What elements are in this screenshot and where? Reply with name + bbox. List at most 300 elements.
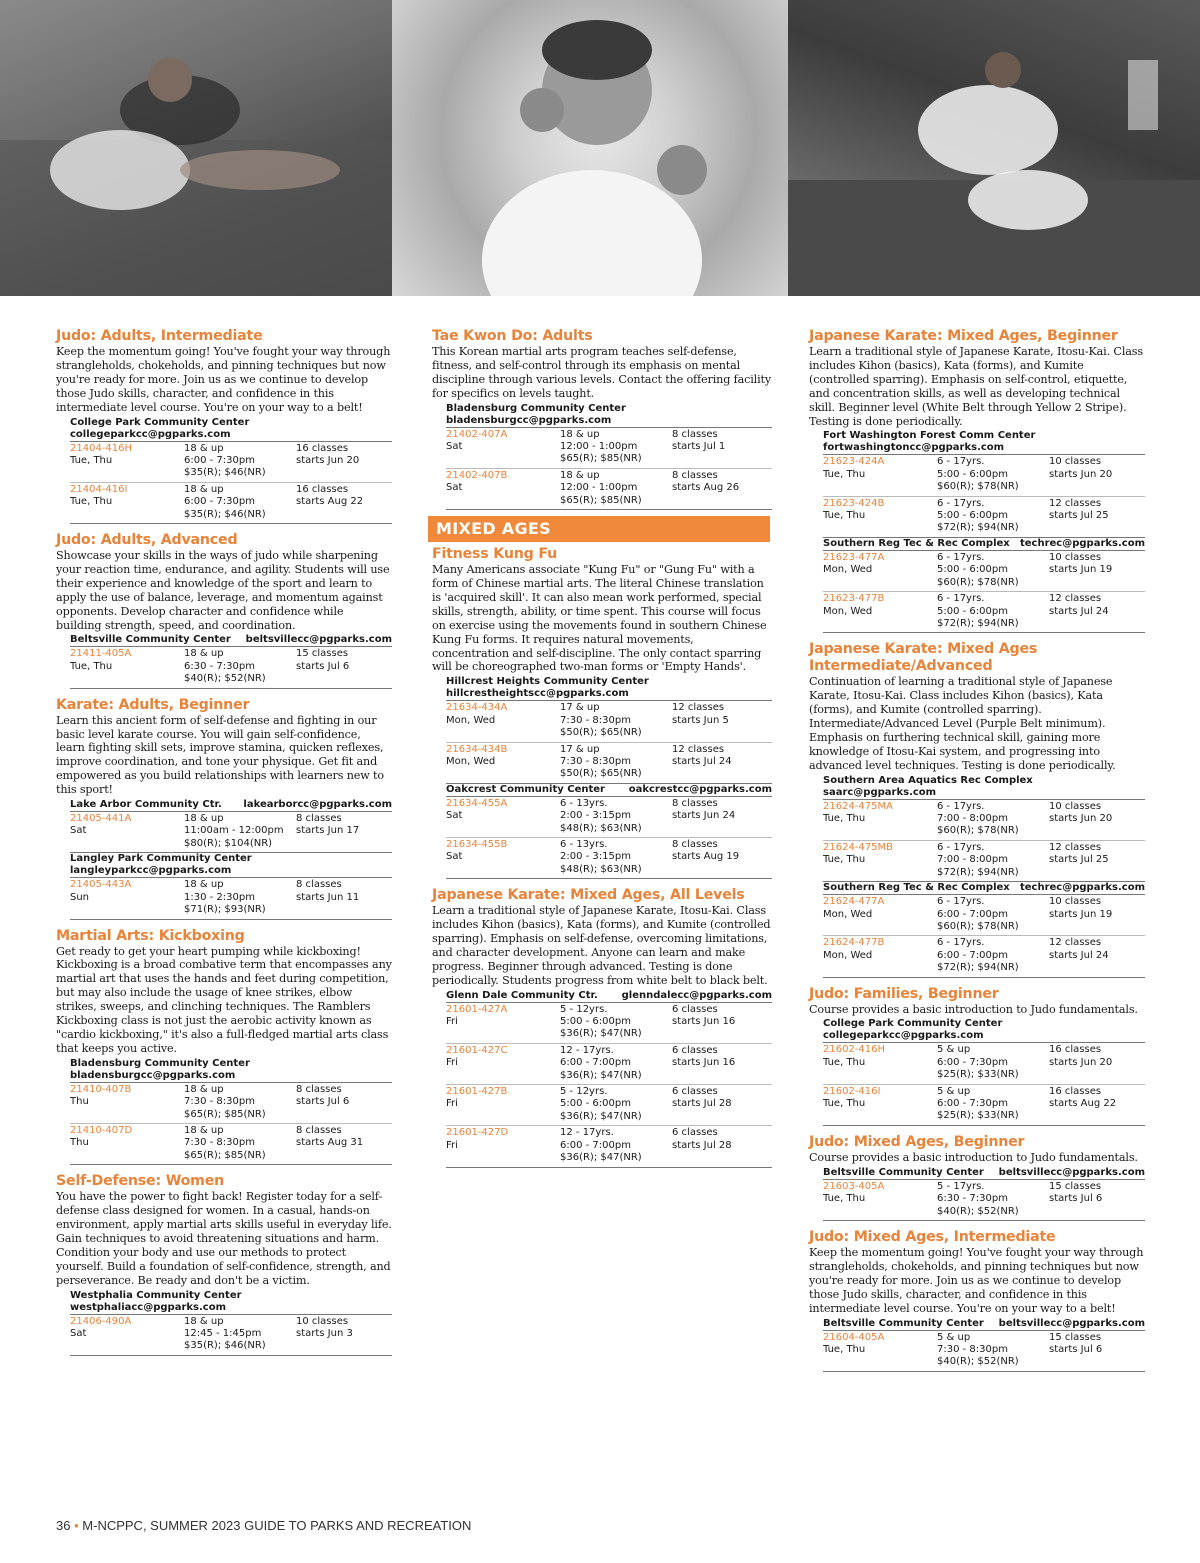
start-date: starts Jun 17 (296, 825, 360, 837)
class-days: Tue, Thu (70, 454, 113, 466)
class-time: 6:00 - 7:30pm (184, 454, 255, 466)
location-header (823, 775, 1145, 799)
location-header (70, 417, 392, 441)
row-code-days (446, 1127, 560, 1164)
age-range: 18 & up (184, 648, 224, 660)
class-days: Thu (70, 1137, 89, 1149)
class-time: 11:00am - 12:00pm (184, 825, 284, 837)
course-code[interactable]: 21624-477B (823, 937, 885, 949)
age-range: 6 - 17yrs. (937, 456, 985, 468)
class-fee: $50(R); $65(NR) (560, 727, 642, 739)
location-header (446, 676, 772, 700)
location-name: College Park Community Center (823, 1018, 1003, 1030)
row-age-time-fee (937, 1044, 1049, 1081)
course-code[interactable]: 21411-405A (70, 648, 132, 660)
age-range: 5 - 12yrs. (560, 1003, 608, 1015)
row-code-days (70, 1125, 184, 1162)
location-email[interactable]: saarc@pgparks.com (823, 786, 937, 798)
course-code[interactable]: 21634-455A (446, 797, 508, 809)
row-classes-start (1049, 593, 1145, 630)
class-days: Tue, Thu (823, 1343, 866, 1355)
table-row (823, 1043, 1145, 1084)
course-code[interactable]: 21623-477B (823, 593, 885, 605)
class-time: 12:45 - 1:45pm (184, 1327, 262, 1339)
course-code[interactable]: 21634-434B (446, 743, 508, 755)
class-description: Learn a traditional style of Japanese Karate, Itosu-Kai. Class includes Kihon (basics), Kata (forms), and Kumite (controlled sparring). Emphasis on self-defense, overcoming limitations, and character development. Anyone can learn and make progress. Beginner through advanced. Testing is done periodically. Students progress from white belt to black belt. (432, 904, 771, 987)
class-count: 16 classes (1049, 1085, 1102, 1097)
course-code[interactable]: 21406-490A (70, 1315, 132, 1327)
table-row (823, 841, 1145, 882)
start-date: starts Jun 20 (296, 454, 360, 466)
class-table (70, 811, 392, 853)
age-range: 6 - 17yrs. (937, 800, 985, 812)
class-days: Tue, Thu (823, 813, 866, 825)
class-fee: $25(R); $33(NR) (937, 1069, 1019, 1081)
location-email[interactable]: techrec@pgparks.com (1019, 537, 1145, 549)
class-description: Learn this ancient form of self-defense and fighting in our basic level karate course. You will gain self-confidence, learn fighting skill sets, improve stamina, quicken reflexes, improve coordination, and tone your physique. Get fit and empowered as you build relationships with learners new to this sport! (56, 713, 384, 797)
location-email[interactable]: collegeparkcc@pgparks.com (823, 1030, 984, 1042)
location-email[interactable]: lakearborcc@pgparks.com (243, 799, 392, 811)
age-range: 6 - 13yrs. (560, 838, 608, 850)
table-row (823, 895, 1145, 936)
row-classes-start (672, 1004, 772, 1041)
class-fee: $36(R); $47(NR) (560, 1069, 642, 1081)
start-date: starts Jul 1 (672, 441, 726, 453)
class-description: Course provides a basic introduction to Judo fundamentals. (809, 1002, 1138, 1016)
course-code[interactable]: 21601-427D (446, 1127, 509, 1139)
row-code-days (823, 801, 937, 838)
column-right (809, 328, 1145, 1372)
table-row (70, 1083, 392, 1124)
row-code-days (70, 443, 184, 480)
row-classes-start (296, 813, 392, 850)
course-code[interactable]: 21404-416I (70, 483, 128, 495)
row-classes-start (296, 1084, 392, 1121)
row-classes-start (672, 702, 772, 739)
class-description: Course provides a basic introduction to Judo fundamentals. (809, 1150, 1138, 1164)
row-classes-start (672, 1045, 772, 1082)
age-range: 18 & up (560, 469, 600, 481)
row-classes-start (296, 648, 392, 685)
course-code[interactable]: 21404-416H (70, 442, 133, 454)
row-age-time-fee (184, 813, 296, 850)
class-days: Mon, Wed (823, 605, 873, 617)
class-count: 6 classes (672, 1127, 718, 1139)
location-header (446, 403, 772, 427)
class-fee: $72(R); $94(NR) (937, 866, 1019, 878)
start-date: starts Jul 24 (672, 755, 732, 767)
row-age-time-fee (560, 798, 672, 835)
course-code[interactable]: 21601-427A (446, 1003, 508, 1015)
class-fee: $60(R); $78(NR) (937, 576, 1019, 588)
table-row (70, 1124, 392, 1165)
class-time: 12:00 - 1:00pm (560, 441, 638, 453)
course-code[interactable]: 21623-424A (823, 456, 885, 468)
row-age-time-fee (560, 429, 672, 466)
start-date: starts Jun 11 (296, 891, 360, 903)
location-name: Glenn Dale Community Ctr. (446, 989, 598, 1001)
class-count: 8 classes (672, 469, 718, 481)
class-description: Learn a traditional style of Japanese Karate, Itosu-Kai. Class includes Kihon (basics), Kata (forms), and Kumite (controlled sparring). Emphasis on self-control, etiquette, and concentration skills, as well as developing technical skill. Beginner level (White Belt through Yellow 2 Stripe). Testing is done periodically. (809, 345, 1143, 428)
row-age-time-fee (560, 1127, 672, 1164)
age-range: 6 - 17yrs. (937, 551, 985, 563)
age-range: 18 & up (184, 813, 224, 825)
location-header (70, 799, 392, 811)
row-age-time-fee (560, 1004, 672, 1041)
row-classes-start (672, 1127, 772, 1164)
class-table (823, 894, 1145, 977)
class-description: This Korean martial arts program teaches self-defense, fitness, and self-control through its emphasis on mental discipline through various levels. Contact the offering facility for specifics on levels taught. (432, 345, 772, 400)
course-code[interactable]: 21624-475MA (823, 800, 893, 812)
class-table (70, 877, 392, 919)
class-fee: $72(R); $94(NR) (937, 522, 1019, 534)
row-age-time-fee (560, 744, 672, 781)
row-classes-start (296, 1125, 392, 1162)
table-row (823, 1180, 1145, 1221)
location-name: Hillcrest Heights Community Center (446, 676, 649, 688)
course-code[interactable]: 21402-407A (446, 428, 508, 440)
table-row (446, 1044, 772, 1085)
table-row (823, 1085, 1145, 1126)
age-range: 5 & up (937, 1331, 971, 1343)
class-count: 10 classes (1049, 551, 1102, 563)
class-days: Mon, Wed (446, 714, 496, 726)
class-fee: $60(R); $78(NR) (937, 825, 1019, 837)
start-date: starts Jul 25 (1049, 510, 1109, 522)
row-age-time-fee (937, 552, 1049, 589)
age-range: 17 & up (560, 743, 600, 755)
start-date: starts Jun 24 (672, 810, 736, 822)
age-range: 18 & up (184, 483, 224, 495)
class-time: 6:00 - 7:00pm (937, 908, 1008, 920)
row-code-days (70, 1316, 184, 1353)
row-age-time-fee (937, 1086, 1049, 1123)
row-age-time-fee (937, 1181, 1049, 1218)
class-count: 15 classes (296, 648, 349, 660)
start-date: starts Jul 24 (1049, 605, 1109, 617)
class-days: Sat (70, 1327, 87, 1339)
location-email[interactable]: beltsvillecc@pgparks.com (998, 1317, 1145, 1329)
table-row (823, 1331, 1145, 1372)
class-fee: $25(R); $33(NR) (937, 1110, 1019, 1122)
location-email[interactable]: oakcrestcc@pgparks.com (628, 783, 772, 795)
class-description: Keep the momentum going! You've fought your way through strangleholds, chokeholds, and pinning techniques but now you're ready for more. Join us as we continue to develop those Judo skills, character, and confidence in this intermediate level course. You're on your way to a belt! (56, 345, 391, 414)
course-code[interactable]: 21634-455B (446, 838, 508, 850)
class-time: 6:00 - 7:30pm (937, 1056, 1008, 1068)
class-description: You have the power to fight back! Register today for a self-defense class designed for women. In a casual, hands-on environment, apply martial arts skills useful in everyday life. Gain techniques to avoid threatening situations and harm. Condition your body and use our methods to protect yourself. Build a foundation of self-confidence, strength, and perseverance. Be ready and don't be a victim. (56, 1190, 392, 1287)
location-email[interactable]: bladensburgcc@pgparks.com (70, 1069, 236, 1081)
start-date: starts Jul 28 (672, 1098, 732, 1110)
class-fee: $65(R); $85(NR) (184, 1108, 266, 1120)
row-classes-start (296, 879, 392, 916)
age-range: 18 & up (184, 442, 224, 454)
course-code[interactable]: 21634-434A (446, 702, 508, 714)
class-table (446, 427, 772, 510)
start-date: starts Jun 19 (1049, 564, 1113, 576)
class-title: Judo: Mixed Ages, Beginner (809, 1133, 1025, 1150)
class-time: 5:00 - 6:00pm (937, 605, 1008, 617)
footer-title: M-NCPPC, SUMMER 2023 GUIDE TO PARKS AND RECREATION (82, 1518, 472, 1533)
class-time: 5:00 - 6:00pm (560, 1098, 631, 1110)
location-header (70, 1058, 392, 1082)
course-code[interactable]: 21601-427C (446, 1044, 508, 1056)
table-row (70, 878, 392, 919)
age-range: 12 - 17yrs. (560, 1044, 614, 1056)
start-date: starts Jul 6 (1049, 1193, 1103, 1205)
location-name: Langley Park Community Center (70, 853, 252, 865)
location-header (70, 1290, 392, 1314)
age-range: 12 - 17yrs. (560, 1127, 614, 1139)
row-code-days (446, 1045, 560, 1082)
class-days: Sat (446, 482, 463, 494)
row-classes-start (672, 470, 772, 507)
row-code-days (446, 470, 560, 507)
course-code[interactable]: 21623-477A (823, 551, 885, 563)
photo-child-karate (392, 0, 788, 296)
age-range: 18 & up (184, 879, 224, 891)
row-age-time-fee (937, 498, 1049, 535)
row-classes-start (1049, 1044, 1145, 1081)
location-name: Beltsville Community Center (823, 1317, 984, 1329)
start-date: starts Jun 19 (1049, 908, 1113, 920)
age-range: 5 & up (937, 1085, 971, 1097)
class-fee: $48(R); $63(NR) (560, 863, 642, 875)
start-date: starts Jun 16 (672, 1057, 736, 1069)
course-code[interactable]: 21624-477A (823, 896, 885, 908)
course-code[interactable]: 21410-407B (70, 1083, 132, 1095)
start-date: starts Jun 5 (672, 714, 729, 726)
class-days: Tue, Thu (823, 468, 866, 480)
row-age-time-fee (184, 484, 296, 521)
row-age-time-fee (937, 896, 1049, 933)
location-email[interactable]: langleyparkcc@pgparks.com (70, 865, 232, 877)
row-classes-start (1049, 842, 1145, 879)
class-table (446, 796, 772, 879)
table-row (446, 743, 772, 784)
class-time: 6:00 - 7:00pm (560, 1057, 631, 1069)
class-days: Fri (446, 1057, 458, 1069)
location-header (823, 430, 1145, 454)
class-days: Tue, Thu (823, 854, 866, 866)
table-row (446, 701, 772, 742)
location-email[interactable]: westphaliacc@pgparks.com (70, 1301, 227, 1313)
age-range: 17 & up (560, 702, 600, 714)
class-fee: $72(R); $94(NR) (937, 617, 1019, 629)
class-days: Sat (70, 825, 87, 837)
row-code-days (70, 648, 184, 685)
page-footer (56, 1518, 471, 1533)
course-code[interactable]: 21604-405A (823, 1331, 885, 1343)
location-header (823, 1018, 1145, 1042)
course-code[interactable]: 21603-405A (823, 1180, 885, 1192)
class-fee: $50(R); $65(NR) (560, 768, 642, 780)
class-time: 6:30 - 7:30pm (184, 660, 255, 672)
photo-judo-instructor (0, 0, 392, 296)
class-time: 2:00 - 3:15pm (560, 851, 631, 863)
location-email[interactable]: bladensburgcc@pgparks.com (446, 414, 612, 426)
class-table (823, 1330, 1145, 1372)
class-time: 1:30 - 2:30pm (184, 891, 255, 903)
class-fee: $35(R); $46(NR) (184, 1340, 266, 1352)
table-row (823, 497, 1145, 538)
row-classes-start (1049, 498, 1145, 535)
row-classes-start (1049, 896, 1145, 933)
row-age-time-fee (184, 1125, 296, 1162)
class-count: 16 classes (296, 442, 349, 454)
table-row (823, 936, 1145, 977)
class-title: Japanese Karate: Mixed Ages, Beginner (809, 328, 1118, 344)
class-count: 12 classes (672, 743, 725, 755)
table-row (70, 812, 392, 853)
table-row (446, 469, 772, 510)
row-classes-start (296, 484, 392, 521)
class-fee: $35(R); $46(NR) (184, 467, 266, 479)
row-classes-start (1049, 801, 1145, 838)
row-classes-start (1049, 937, 1145, 974)
start-date: starts Aug 22 (296, 496, 364, 508)
course-code[interactable]: 21623-424B (823, 497, 885, 509)
row-classes-start (1049, 456, 1145, 493)
class-time: 7:30 - 8:30pm (937, 1343, 1008, 1355)
class-fee: $71(R); $93(NR) (184, 904, 266, 916)
class-count: 6 classes (672, 1086, 718, 1098)
class-count: 12 classes (672, 702, 725, 714)
class-fee: $72(R); $94(NR) (937, 962, 1019, 974)
row-classes-start (1049, 1181, 1145, 1218)
table-row (823, 592, 1145, 633)
row-code-days (823, 498, 937, 535)
row-age-time-fee (937, 801, 1049, 838)
row-code-days (823, 1181, 937, 1218)
class-count: 6 classes (672, 1003, 718, 1015)
class-title: Judo: Adults, Intermediate (56, 328, 263, 344)
location-email[interactable]: glenndalecc@pgparks.com (621, 989, 772, 1001)
table-row (70, 1315, 392, 1356)
start-date: starts Jun 16 (672, 1016, 736, 1028)
class-title: Judo: Mixed Ages, Intermediate (809, 1229, 1056, 1245)
course-code[interactable]: 21602-416H (823, 1044, 886, 1056)
table-row (823, 455, 1145, 496)
course-code[interactable]: 21402-407B (446, 469, 508, 481)
row-code-days (823, 456, 937, 493)
row-age-time-fee (184, 1316, 296, 1353)
class-title: Karate: Adults, Beginner (56, 696, 250, 713)
class-description: Continuation of learning a traditional style of Japanese Karate, Itosu-Kai. Class includes Kihon (basics), Kata (forms), and Kumite (controlled sparring). Intermediate/Advanced Level (Purple Belt minimum). Emphasis on furthering technical skill, gaining more knowledge of Itosu-Kai system, and progressing into advanced level techniques. Testing is done periodically. (809, 675, 1116, 772)
class-title: Tae Kwon Do: Adults (432, 328, 593, 344)
location-name: Bladensburg Community Center (70, 1057, 250, 1069)
row-classes-start (672, 798, 772, 835)
class-title: Judo: Families, Beginner (809, 985, 999, 1002)
class-time: 6:30 - 7:30pm (937, 1193, 1008, 1205)
row-classes-start (296, 443, 392, 480)
class-count: 10 classes (296, 1315, 349, 1327)
row-code-days (446, 702, 560, 739)
class-time: 6:00 - 7:00pm (560, 1139, 631, 1151)
class-fee: $36(R); $47(NR) (560, 1028, 642, 1040)
row-code-days (70, 484, 184, 521)
class-days: Mon, Wed (823, 949, 873, 961)
location-header (70, 853, 392, 877)
class-fee: $35(R); $46(NR) (184, 508, 266, 520)
course-code[interactable]: 21410-407D (70, 1124, 133, 1136)
row-classes-start (672, 429, 772, 466)
class-title: Fitness Kung Fu (432, 546, 558, 563)
class-count: 8 classes (672, 428, 718, 440)
location-email[interactable]: beltsvillecc@pgparks.com (245, 634, 392, 646)
row-age-time-fee (184, 648, 296, 685)
row-code-days (446, 798, 560, 835)
class-fee: $65(R); $85(NR) (560, 453, 642, 465)
start-date: starts Aug 26 (672, 482, 740, 494)
class-days: Tue, Thu (823, 1193, 866, 1205)
table-row (70, 442, 392, 483)
class-description: Keep the momentum going! You've fought your way through strangleholds, chokeholds, and pinning techniques but now you're ready for more. Join us as we continue to develop those Judo skills, character, and confidence in this intermediate level course. You're on your way to a belt! (809, 1246, 1144, 1315)
photo-strip (0, 0, 1200, 296)
class-count: 8 classes (296, 1124, 342, 1136)
course-code[interactable]: 21405-441A (70, 813, 132, 825)
class-count: 8 classes (296, 879, 342, 891)
class-count: 10 classes (1049, 896, 1102, 908)
class-days: Sat (446, 441, 463, 453)
course-code[interactable]: 21601-427B (446, 1086, 508, 1098)
table-row (70, 483, 392, 524)
location-email[interactable]: collegeparkcc@pgparks.com (70, 428, 231, 440)
class-count: 15 classes (1049, 1331, 1102, 1343)
class-time: 7:00 - 8:00pm (937, 813, 1008, 825)
location-header (446, 784, 772, 796)
class-count: 12 classes (1049, 841, 1102, 853)
section-banner: MIXED AGES (428, 516, 770, 542)
class-table (823, 1179, 1145, 1221)
class-count: 12 classes (1049, 593, 1102, 605)
class-count: 8 classes (296, 813, 342, 825)
age-range: 18 & up (184, 1124, 224, 1136)
class-count: 8 classes (296, 1083, 342, 1095)
row-classes-start (672, 1086, 772, 1123)
class-table (70, 646, 392, 688)
location-email[interactable]: techrec@pgparks.com (1019, 882, 1145, 894)
class-title: Judo: Adults, Advanced (56, 531, 238, 548)
column-left (56, 328, 392, 1356)
row-code-days (446, 1004, 560, 1041)
location-email[interactable]: fortwashingtoncc@pgparks.com (823, 442, 1005, 454)
row-code-days (446, 1086, 560, 1123)
class-fee: $60(R); $78(NR) (937, 481, 1019, 493)
class-time: 7:30 - 8:30pm (560, 714, 631, 726)
class-days: Sun (70, 891, 90, 903)
start-date: starts Jul 25 (1049, 854, 1109, 866)
table-row (446, 797, 772, 838)
course-code[interactable]: 21405-443A (70, 879, 132, 891)
start-date: starts Jun 20 (1049, 813, 1113, 825)
location-header (446, 990, 772, 1002)
class-days: Mon, Wed (823, 564, 873, 576)
column-middle (432, 328, 772, 1168)
course-code[interactable]: 21602-416I (823, 1085, 881, 1097)
class-days: Tue, Thu (70, 660, 113, 672)
location-email[interactable]: hillcrestheightscc@pgparks.com (446, 688, 629, 700)
class-fee: $36(R); $47(NR) (560, 1110, 642, 1122)
age-range: 18 & up (184, 1083, 224, 1095)
row-code-days (823, 937, 937, 974)
class-count: 12 classes (1049, 497, 1102, 509)
class-count: 10 classes (1049, 800, 1102, 812)
class-table (70, 1314, 392, 1356)
row-age-time-fee (937, 456, 1049, 493)
age-range: 6 - 13yrs. (560, 797, 608, 809)
location-email[interactable]: beltsvillecc@pgparks.com (998, 1166, 1145, 1178)
course-code[interactable]: 21624-475MB (823, 841, 893, 853)
